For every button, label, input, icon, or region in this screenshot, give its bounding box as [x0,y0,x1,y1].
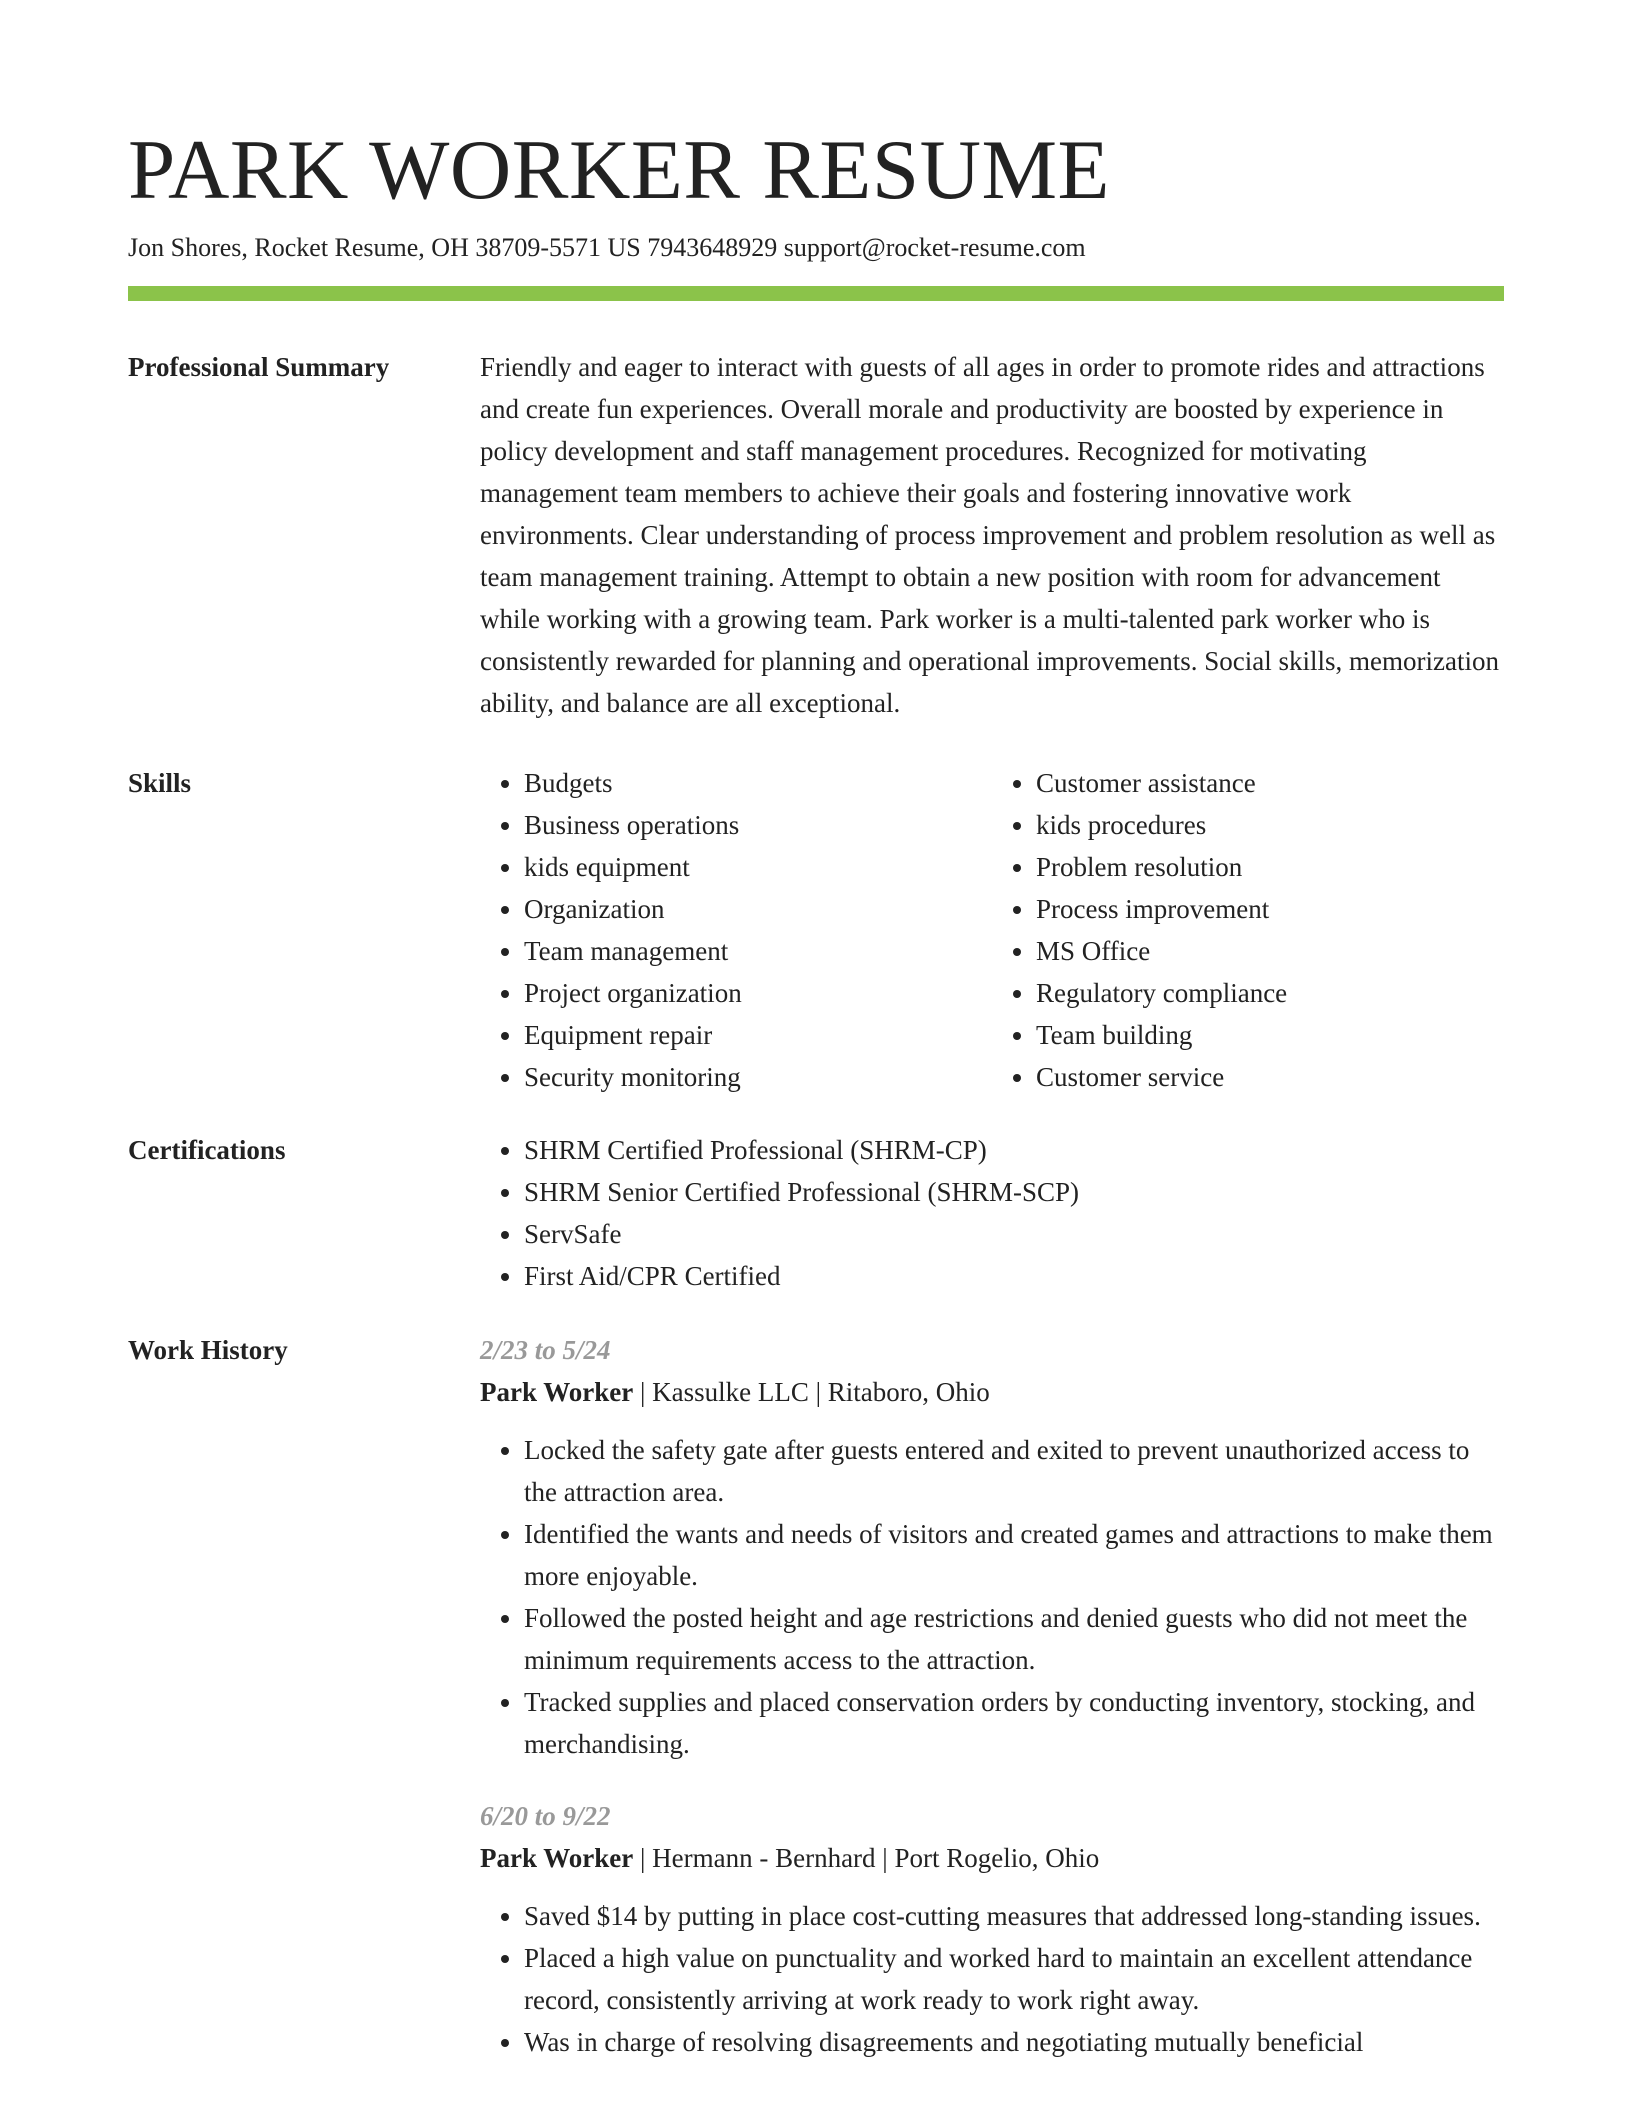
job-duty-item: • Followed the posted height and age restrictions and denied guests who did not meet the minimum requirements access to the attraction. [524,1597,1504,1681]
job-duties-list [480,1429,1504,1765]
job-duties-list [480,1895,1504,2063]
skill-item: • Process improvement [1036,888,1504,930]
skill-item: • kids equipment [524,846,992,888]
job-duty-item: • Locked the safety gate after guests entered and exited to prevent unauthorized access to the attraction area. [524,1429,1504,1513]
job-duty-item: • Tracked supplies and placed conservation orders by conducting inventory, stocking, and merchandising. [524,1681,1504,1765]
job-duty-item: • Was in charge of resolving disagreements and negotiating mutually beneficial [524,2021,1504,2063]
job-dates: 6/20 to 9/22 [480,1801,611,1831]
job-duty-item: • Identified the wants and needs of visitors and created games and attractions to make them more enjoyable. [524,1513,1504,1597]
section-label-work-history: Work History [128,1335,288,1365]
skill-item: • Organization [524,888,992,930]
skills-body [480,762,1504,1098]
summary-text: Friendly and eager to interact with guests of all ages in order to promote rides and attractions and create fun experiences. Overall morale and productivity are boosted by experience in policy development and staff management procedures. Recognized for motivating management team members to achieve their goals and fostering innovative work environments. Clear understanding of process improvement and problem resolution as well as team management training. Attempt to obtain a new position with room for advancement while working with a growing team. Park worker is a multi-talented park worker who is consistently rewarded for planning and operational improvements. Social skills, memorization ability, and balance are all exceptional. [480,352,1499,718]
section-label-professional-summary: Professional Summary [128,352,390,382]
contact-line: Jon Shores, Rocket Resume, OH 38709-5571 US 7943648929 support@rocket-resume.com [128,233,1086,262]
certification-item: • ServSafe [524,1213,1504,1255]
skills-list-left [480,762,992,1098]
skill-item: • kids procedures [1036,804,1504,846]
section-label-certifications: Certifications [128,1135,286,1165]
job-entry [480,1329,1504,1765]
certification-item: • SHRM Senior Certified Professional (SHRM-SCP) [524,1171,1504,1213]
certifications-body [480,1129,1504,1297]
certification-item: • SHRM Certified Professional (SHRM-CP) [524,1129,1504,1171]
skill-item: • Team management [524,930,992,972]
job-heading [480,1371,1504,1413]
skill-item: • Equipment repair [524,1014,992,1056]
skill-item: • Team building [1036,1014,1504,1056]
job-duty-item: • Saved $14 by putting in place cost-cutting measures that addressed long-standing issues. [524,1895,1504,1937]
skill-item: • Customer service [1036,1056,1504,1098]
job-role: Park Worker [480,1843,634,1873]
job-role: Park Worker [480,1377,634,1407]
accent-divider [128,286,1504,301]
skill-item: • Regulatory compliance [1036,972,1504,1014]
job-duty-item: • Placed a high value on punctuality and worked hard to maintain an excellent attendance record, consistently arriving at work ready to work right away. [524,1937,1504,2021]
skills-list-right [992,762,1504,1098]
skill-item: • Security monitoring [524,1056,992,1098]
certifications-list [480,1129,1504,1297]
job-company-location: | Kassulke LLC | Ritaboro, Ohio [633,1377,990,1407]
certification-item: • First Aid/CPR Certified [524,1255,1504,1297]
skill-item: • Business operations [524,804,992,846]
skill-item: • Problem resolution [1036,846,1504,888]
job-company-location: | Hermann - Bernhard | Port Rogelio, Ohio [633,1843,1100,1873]
job-dates: 2/23 to 5/24 [480,1335,611,1365]
section-label-skills: Skills [128,768,192,798]
job-entry [480,1795,1504,2063]
skills-columns [480,762,1504,1098]
summary-body [480,346,1504,724]
skill-item: • Customer assistance [1036,762,1504,804]
job-heading [480,1837,1504,1879]
work-history-body [480,1329,1504,2093]
skill-item: • Budgets [524,762,992,804]
skill-item: • MS Office [1036,930,1504,972]
resume-title: PARK WORKER RESUME [128,123,1110,217]
skill-item: • Project organization [524,972,992,1014]
